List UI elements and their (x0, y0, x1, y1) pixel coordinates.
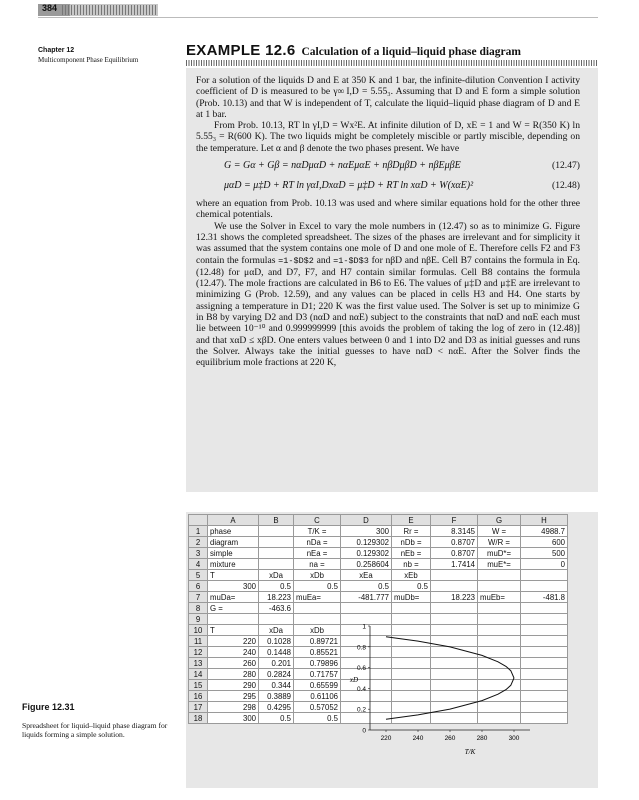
cell[interactable]: mixture (208, 559, 259, 570)
row-header[interactable]: 2 (189, 537, 208, 548)
column-header[interactable]: H (521, 515, 568, 526)
chapter-label: Chapter 12 (38, 47, 75, 54)
cell[interactable]: 295 (208, 691, 259, 702)
cell[interactable]: Rr = (392, 526, 431, 537)
column-header[interactable]: B (259, 515, 294, 526)
cell[interactable]: T (208, 570, 259, 581)
paragraph-1: For a solution of the liquids D and E at 350 K and 1 bar, the infinite-dilution Convention I activity coefficient of D is measured to be γ∞ I,D = 5.55₃. Assuming that D and E form a simple solution (Prob. 10.13) and that W is independent of T, calculate the liquid–liquid phase diagram of D and E at 1 bar. (196, 75, 580, 120)
figure-caption: Spreadsheet for liquid–liquid phase diagram for liquids forming a simple solution. (22, 721, 168, 740)
spreadsheet-row (189, 559, 568, 570)
cell[interactable]: 0.5 (392, 581, 431, 592)
spreadsheet-row (189, 581, 568, 592)
cell[interactable]: 0.3889 (259, 691, 294, 702)
cell[interactable]: 8.3145 (431, 526, 478, 537)
equation-1: G = Gα + Gβ = nαDμαD + nαEμαE + nβDμβD + nβEμβE (224, 160, 461, 172)
column-header[interactable] (189, 515, 208, 526)
cell[interactable]: 0.344 (259, 680, 294, 691)
column-header[interactable]: F (431, 515, 478, 526)
cell[interactable]: 0.5 (294, 581, 341, 592)
row-header[interactable]: 7 (189, 592, 208, 603)
series-line-1 (386, 678, 514, 719)
cell[interactable]: na = (294, 559, 341, 570)
spreadsheet-row (189, 603, 568, 614)
example-heading (186, 42, 521, 60)
row-header[interactable]: 8 (189, 603, 208, 614)
header-hatch (62, 5, 158, 15)
cell[interactable]: 298 (208, 702, 259, 713)
y-tick-label: 0.2 (356, 706, 366, 714)
cell[interactable]: 260 (208, 658, 259, 669)
cell[interactable]: 18.223 (259, 592, 294, 603)
cell[interactable]: 0.71757 (294, 669, 341, 680)
cell[interactable]: 0.65599 (294, 680, 341, 691)
cell[interactable]: nEa = (294, 548, 341, 559)
y-tick-label: 0.6 (356, 665, 366, 673)
cell[interactable]: 0 (521, 559, 568, 570)
cell[interactable] (341, 603, 392, 614)
cell[interactable] (259, 559, 294, 570)
row-header[interactable]: 3 (189, 548, 208, 559)
cell[interactable] (521, 570, 568, 581)
cell[interactable]: 0.2824 (259, 669, 294, 680)
cell[interactable]: xDb (294, 625, 341, 636)
cell[interactable]: 18.223 (431, 592, 478, 603)
header-rule (38, 17, 598, 18)
cell[interactable]: -481.8 (521, 592, 568, 603)
cell[interactable]: 300 (208, 581, 259, 592)
cell[interactable]: W = (478, 526, 521, 537)
cell[interactable]: phase (208, 526, 259, 537)
cell[interactable]: nb = (392, 559, 431, 570)
cell[interactable]: 500 (521, 548, 568, 559)
row-header[interactable]: 17 (189, 702, 208, 713)
cell[interactable]: 1.7414 (431, 559, 478, 570)
phase-diagram-chart (348, 620, 578, 760)
example-body (196, 75, 580, 369)
cell[interactable] (294, 614, 341, 625)
cell[interactable]: 0.129302 (341, 548, 392, 559)
y-axis-label: xD (349, 676, 359, 684)
paragraph-4-part-b: for nβD and nβE. Cell B7 contains the formula in Eq. (12.48) for μαD, and D7, F7, and H7 contain similar formulas. Cell B8 contains the formula (12.47). The mole fractions are calculated in B6 to E6. The values of μ‡D and μ‡E are irrelevant to minimizing G (Prob. 12.59), and any values can be placed in cells H3 and H4. One starts by assigning a temperature in D1; 220 K was the first value used. The Solver is set up to minimize G in B8 by varying D2 and D3 (nαD and nαE) subject to the constraints that nαD and nαE each must lie between 10⁻¹⁰ and 0.999999999 [this avoids the problem of taking the log of zero in (12.48)] and that xαD ≤ xβD. One enters values between 0 and 1 into D2 and D3 as initial guesses and runs the Solver. Always take the initial guesses to have nαD < nαE. After the Solver finds the equilibrium mole fractions at 220 K, (196, 254, 580, 369)
row-header[interactable]: 13 (189, 658, 208, 669)
paragraph-4-part-a: We use the Solver in Excel to vary the mole numbers in (12.47) so as to minimize G. Figure 12.31 shows the completed spreadsheet. The sizes of the phases are irrelevant and for simplicity it was assumed that the system contains one mole of D and one mole of E. Therefore cells F2 and F3 contain the formulas (196, 220, 580, 266)
cell[interactable]: muEb= (478, 592, 521, 603)
cell[interactable] (392, 603, 431, 614)
equation-12-47 (196, 158, 580, 174)
code-formula-1: =1-$D$2 (278, 255, 314, 266)
column-header[interactable]: E (392, 515, 431, 526)
column-header[interactable]: G (478, 515, 521, 526)
cell[interactable]: 0.5 (294, 713, 341, 724)
x-axis-label: T/K (464, 748, 476, 756)
row-header[interactable]: 12 (189, 647, 208, 658)
cell[interactable]: 0.57052 (294, 702, 341, 713)
cell[interactable]: nEb = (392, 548, 431, 559)
row-header[interactable]: 1 (189, 526, 208, 537)
x-tick-label: 300 (508, 735, 520, 742)
row-header[interactable]: 10 (189, 625, 208, 636)
cell[interactable]: muDb= (392, 592, 431, 603)
cell[interactable] (259, 526, 294, 537)
row-header[interactable]: 11 (189, 636, 208, 647)
cell[interactable]: 220 (208, 636, 259, 647)
cell[interactable]: 0.5 (259, 713, 294, 724)
cell[interactable]: xDa (259, 570, 294, 581)
cell[interactable] (478, 603, 521, 614)
cell[interactable]: 0.4295 (259, 702, 294, 713)
column-header[interactable]: C (294, 515, 341, 526)
cell[interactable] (478, 570, 521, 581)
row-header[interactable]: 5 (189, 570, 208, 581)
cell[interactable]: 0.129302 (341, 537, 392, 548)
cell[interactable]: 600 (521, 537, 568, 548)
cell[interactable]: 0.8707 (431, 537, 478, 548)
cell[interactable]: diagram (208, 537, 259, 548)
cell[interactable]: muEa= (294, 592, 341, 603)
y-tick-label: 0 (362, 727, 366, 735)
x-tick-label: 220 (380, 735, 392, 742)
row-header[interactable]: 16 (189, 691, 208, 702)
paragraph-3: where an equation from Prob. 10.13 was used and where similar equations hold for the other three chemical potentials. (196, 198, 580, 221)
cell[interactable]: 0.5 (341, 581, 392, 592)
x-tick-label: 240 (412, 735, 424, 742)
cell[interactable] (294, 603, 341, 614)
cell[interactable]: nDb = (392, 537, 431, 548)
code-formula-2: =1-$D$3 (333, 255, 369, 266)
cell[interactable]: muE*= (478, 559, 521, 570)
cell[interactable] (431, 570, 478, 581)
row-header[interactable]: 15 (189, 680, 208, 691)
cell[interactable]: 0.5 (259, 581, 294, 592)
cell[interactable] (521, 581, 568, 592)
column-header[interactable]: D (341, 515, 392, 526)
cell[interactable]: T (208, 625, 259, 636)
cell[interactable] (431, 603, 478, 614)
cell[interactable]: 280 (208, 669, 259, 680)
cell[interactable]: 0.61106 (294, 691, 341, 702)
cell[interactable] (259, 548, 294, 559)
x-tick-label: 280 (476, 735, 488, 742)
page-number: 384 (42, 3, 58, 13)
equation-2-number: (12.48) (552, 180, 580, 192)
example-hatch (186, 60, 598, 66)
y-tick-label: 0.4 (356, 685, 366, 693)
cell[interactable]: 240 (208, 647, 259, 658)
row-header[interactable]: 6 (189, 581, 208, 592)
cell[interactable]: xDa (259, 625, 294, 636)
cell[interactable]: 0.201 (259, 658, 294, 669)
cell[interactable]: simple (208, 548, 259, 559)
cell[interactable]: 0.85521 (294, 647, 341, 658)
cell[interactable]: 0.1028 (259, 636, 294, 647)
cell[interactable]: G = (208, 603, 259, 614)
row-header[interactable]: 4 (189, 559, 208, 570)
cell[interactable]: -481.777 (341, 592, 392, 603)
cell[interactable]: xEa (341, 570, 392, 581)
equation-1-number: (12.47) (552, 160, 580, 172)
y-tick-label: 0.8 (356, 644, 366, 652)
cell[interactable]: 0.8707 (431, 548, 478, 559)
y-tick-label: 1 (362, 623, 366, 631)
equation-12-48 (196, 178, 580, 194)
row-header[interactable]: 9 (189, 614, 208, 625)
paragraph-2: From Prob. 10.13, RT ln γI,D = Wx²E. At infinite dilution of D, xE = 1 and W = R(350 K) ln 5.55₃ = R(600 K). The two liquids might be completely miscible or partly miscible, depending on the temperature. Let α and β denote the two phases present. We have (196, 120, 580, 154)
cell[interactable]: xEb (392, 570, 431, 581)
series-line-2 (386, 637, 514, 678)
cell[interactable]: muDa= (208, 592, 259, 603)
example-label: EXAMPLE 12.6 (186, 42, 296, 59)
cell[interactable]: 0.89721 (294, 636, 341, 647)
cell[interactable]: nDa = (294, 537, 341, 548)
x-tick-label: 260 (444, 735, 456, 742)
spreadsheet-row (189, 537, 568, 548)
cell[interactable]: -463.6 (259, 603, 294, 614)
cell[interactable]: W/R = (478, 537, 521, 548)
and-word: and (316, 254, 331, 266)
row-header[interactable]: 18 (189, 713, 208, 724)
cell[interactable] (478, 581, 521, 592)
cell[interactable]: 290 (208, 680, 259, 691)
cell[interactable]: muD*= (478, 548, 521, 559)
cell[interactable]: 0.1448 (259, 647, 294, 658)
cell[interactable]: xDb (294, 570, 341, 581)
cell[interactable]: 0.79896 (294, 658, 341, 669)
spreadsheet-row (189, 570, 568, 581)
example-title: Calculation of a liquid–liquid phase diagram (301, 46, 521, 58)
equation-2: μαD = μ‡D + RT ln γαI,DxαD = μ‡D + RT ln xαD + W(xαE)² (224, 180, 474, 192)
chapter-title: Multicomponent Phase Equilibrium (38, 56, 139, 64)
paragraph-4 (196, 221, 580, 369)
cell[interactable] (431, 581, 478, 592)
cell[interactable] (208, 614, 259, 625)
cell[interactable]: 0.258604 (341, 559, 392, 570)
cell[interactable]: 4988.7 (521, 526, 568, 537)
spreadsheet-column-header-row (189, 515, 568, 526)
row-header[interactable]: 14 (189, 669, 208, 680)
column-header[interactable]: A (208, 515, 259, 526)
cell[interactable] (521, 603, 568, 614)
spreadsheet-row (189, 592, 568, 603)
cell[interactable]: T/K = (294, 526, 341, 537)
cell[interactable]: 300 (208, 713, 259, 724)
cell[interactable]: 300 (341, 526, 392, 537)
spreadsheet-row (189, 526, 568, 537)
spreadsheet-row (189, 548, 568, 559)
cell[interactable] (259, 614, 294, 625)
figure-label: Figure 12.31 (22, 702, 75, 712)
cell[interactable] (259, 537, 294, 548)
